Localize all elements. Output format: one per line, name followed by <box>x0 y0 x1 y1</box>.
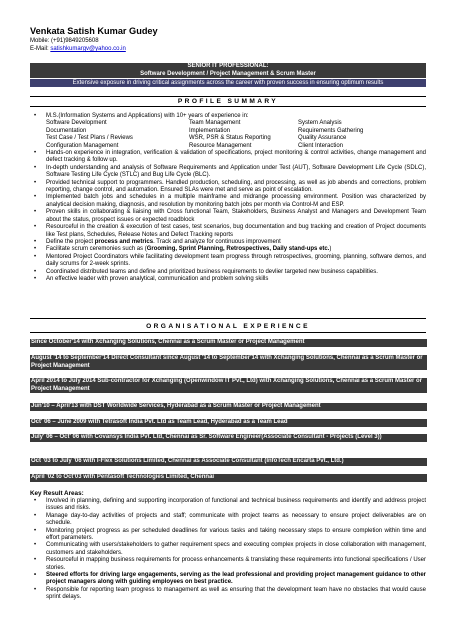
process-text-end: . Track and analyze for continuous improvement <box>153 238 281 245</box>
profile-bullet: • Coordinated distributed teams and define and prioritized business requirements to devlier targeted new business capabilities. <box>30 269 426 276</box>
profile-bullet: • An effective leader with proven analytical, communication and problem solving skills <box>30 276 426 283</box>
profile-heading: PROFILE SUMMARY <box>30 96 426 107</box>
skill-item: Client Interaction <box>298 142 344 149</box>
candidate-name: Venkata Satish Kumar Gudey <box>30 26 158 36</box>
mobile-label: Mobile: <box>30 38 52 44</box>
skill-item: WSR, PSR & Status Reporting <box>189 135 271 142</box>
kra-bullet: • Manage day-to-day activities of projects and staff; communicate with project teams as necessary to ensure project deliverables are on schedule. <box>30 513 426 528</box>
divider <box>30 332 426 333</box>
email-link[interactable]: satishkumargv@yahoo.co.in <box>50 46 126 52</box>
skill-item: Requirements Gathering <box>298 127 364 134</box>
profile-bullet-scrum <box>30 246 426 253</box>
experience-entry: Since October'14 with Xchanging Solutions, Chennai as a Scrum Master or Project Management <box>30 339 427 347</box>
email-line <box>30 45 430 53</box>
mobile-number: (+91)9849205608 <box>51 38 99 44</box>
experience-entry: April '02 to Oct'03 with Pentasoft Technologies Limited, Chennai <box>30 474 427 482</box>
skill-item: Implementation <box>189 127 231 134</box>
kra-title: Key Result Areas: <box>30 490 84 497</box>
experience-entry: July' 06 – Oct' 06 with Covansys India Pvt. Ltd, Chennai as Sr. Software Engineer(Associate Consultant - Projects (Level 3)) <box>30 434 427 442</box>
profile-bullet: • Provided technical support to programmers. Handled production, scheduling, and processing, as well as job abends and corrections, problem reporting, change control, and automation. Ensured SLAs were met and serve as point of escalation. <box>30 180 426 195</box>
kra-bullet: • Involved in planning, defining and supporting incorporation of functional and technical business requirements and identify and address project issues and risks. <box>30 498 426 513</box>
header <box>30 26 430 53</box>
process-text: Define the project <box>46 238 95 245</box>
skill-item: Test Case / Test Plans / Reviews <box>46 135 133 142</box>
scrum-text: Facilitate scrum ceremonies such as ( <box>46 246 147 253</box>
experience-entry: Oct '03 to July '06 with I-Flex Solutions Limited, Chennai as Associate Consultant (InfoTech Encarta Pvt., Ltd.) <box>30 458 427 466</box>
email-label: E-Mail: <box>30 46 51 52</box>
banner-subtitle: Software Development / Project Management & Scrum Master <box>140 70 316 77</box>
profile-bullet: • In-depth understanding and analysis of Software Requirements and Application under Test (AUT), Software Development Life Cycle (SDLC), Software Testing Life Cycle (STLC) and Bug Life Cycle (BLC). <box>30 165 426 180</box>
profile-intro-text: M.S.(Information Systems and Applications) with 10+ years of experience in: <box>46 113 249 119</box>
divider <box>30 318 426 319</box>
key-result-areas <box>30 490 426 602</box>
profile-bullet: • Hands-on experience in integration, verification & validation of specifications, project monitoring & control activities, change management and defect tracking & follow up. <box>30 150 426 165</box>
experience-entry: Oct' 06 – June 2009 with Tetrasoft India Pvt. Ltd as Team Lead, Hyderabad as a Team Lead <box>30 419 427 427</box>
kra-bullet-bold: • Steered efforts for driving large engagements, serving as the lead professional and providing project management guidance to other project managers along with guiding employees on best practice. <box>30 572 426 587</box>
profile-bullet-process <box>30 239 426 246</box>
skill-item: Software Development <box>46 120 107 127</box>
skill-item: Quality Assurance <box>298 135 347 142</box>
profile-summary <box>30 113 426 283</box>
kra-bullet: • Monitoring project progress as per scheduled deadlines for various tasks and taking necessary steps to ensure completion within time and effort parameters. <box>30 528 426 543</box>
profile-bullet: • Implemented batch jobs and schedules in a multiple mainframe and midrange processing environment. Position was characterized by analytical decision making, diagnosis, and resolution by monitoring batch jobs per month via Control-M and ESP. <box>30 194 426 209</box>
scrum-text-end: ) <box>329 246 332 253</box>
banner-title: SENIOR IT PROFESSIONAL: <box>187 63 269 69</box>
skill-item: Resource Management <box>189 142 252 149</box>
experience-entry: August '14 to September'14 Direct Consultant since August '14 to September'14 with Xchanging Solutions, Chennai as a Scrum Master or Project Management <box>30 355 427 370</box>
banner-tagline: Extensive exposure in driving critical assignments across the career with proven success in ensuring optimum results <box>30 79 426 87</box>
profile-bullet: • Resourceful in the creation & execution of test cases, test scenarios, bug documentation and bug tracking and creation of Project documents like Test plans, Schedules, Release Notes and Defect Tracking reports <box>30 224 426 239</box>
experience-entry: Jun'10 – April'13 with DST Worldwide Services, Hyderabad as a Scrum Master or Project Management <box>30 403 427 411</box>
profile-bullet: • Mentored Project Coordinators while facilitating development team progress through retrospectives, grooming, planning, software demos, and daily scrums for 2-week sprints. <box>30 254 426 269</box>
experience-entry: April 2014 to July 2014 Sub-contractor for Xchanging (Openwindow IT Pvt., Ltd) with Xchanging Solutions, Chennai as a Scrum Master or Project Management <box>30 378 427 393</box>
profile-intro <box>30 113 426 150</box>
skill-item: Documentation <box>46 127 87 134</box>
kra-bullet: • Responsible for reporting team progress to management as well as ensuring that the development team have no obstacles that would cause sprint delays. <box>30 587 426 602</box>
skills-grid <box>46 120 426 150</box>
kra-bullet: • Resourceful in mapping business requirements for process enhancements & translating these requirements into functional specifications / User stories. <box>30 557 426 572</box>
kra-bullet: • Communicating with users/stakeholders to gather requirement specs and executing complex projects in close collaboration with management, customers and stakeholders. <box>30 542 426 557</box>
process-bold: process and metrics <box>94 238 154 245</box>
skill-item: System Analysis <box>298 120 342 127</box>
banner-title-bar <box>30 63 426 78</box>
scrum-bold: Grooming, Sprint Planning, Retrospectives, Daily stand-ups etc. <box>146 246 330 253</box>
profile-bullet: • Proven skills in collaborating & liaising with Cross functional Team, Stakeholders, Business Analyst and Managers and Development Team about the status, prospect issues or expected roadblock <box>30 209 426 224</box>
skill-item: Configuration Management <box>46 142 119 149</box>
skill-item: Team Management <box>189 120 241 127</box>
experience-heading: ORGANISATIONAL EXPERIENCE <box>146 323 310 330</box>
mobile-line <box>30 37 430 45</box>
